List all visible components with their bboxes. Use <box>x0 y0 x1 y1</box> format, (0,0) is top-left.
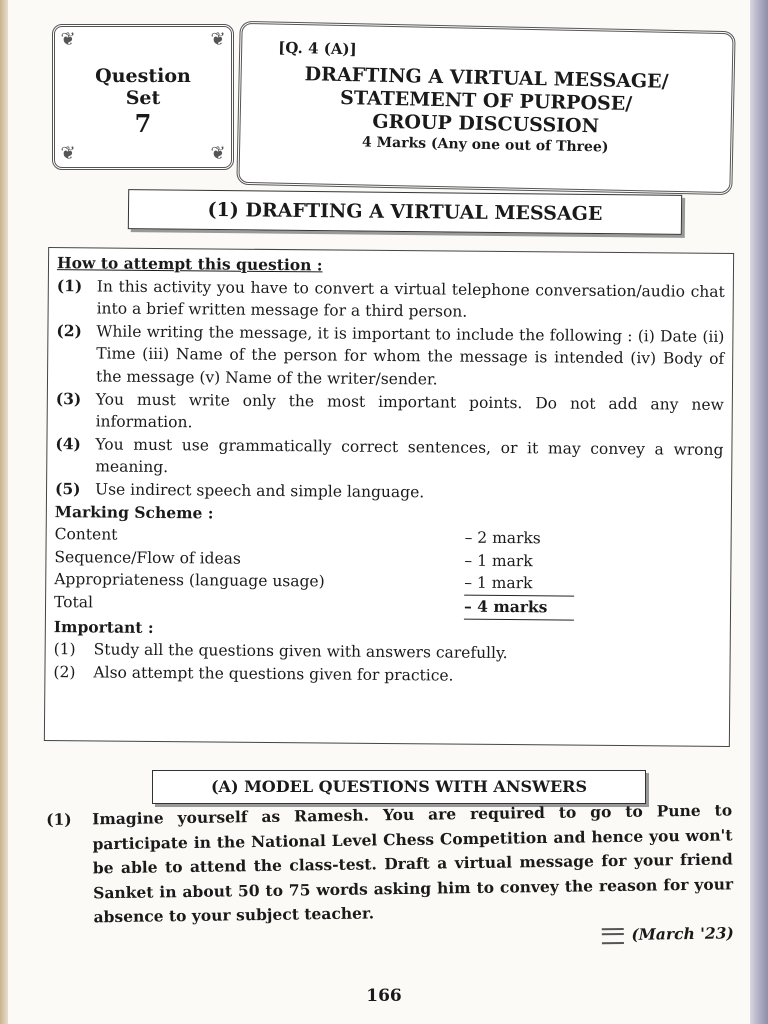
question-code: [Q. 4 (A)] <box>278 38 357 59</box>
chapter-title <box>250 62 721 141</box>
question-text: Imagine yourself as Ramesh. You are required to go to Pune to participate in the National Level Chess Competition and hence you won't be able to attend the class-test. Draft a virtual message for your friend Sanket in about 50 to 75 words asking him to convey the reason for your absence to your subject teacher. <box>92 800 734 927</box>
list-item: (1) Study all the questions given with answers carefully. <box>53 640 508 663</box>
marks-info: 4 Marks (Any one out of Three) <box>361 134 609 156</box>
question-set-label: Question Set <box>95 65 191 109</box>
ornament-icon: ❦ <box>210 143 226 164</box>
question-item <box>46 798 734 955</box>
page-number: 166 <box>366 986 402 1006</box>
important-heading: Important : <box>53 616 154 637</box>
ornament-icon: ❦ <box>60 29 76 50</box>
title-line: GROUP DISCUSSION <box>372 110 600 138</box>
list-item: (2) Also attempt the questions given for practice. <box>53 662 454 685</box>
instructions-box <box>44 247 734 747</box>
instructions-heading: How to attempt this question : <box>56 253 323 275</box>
marking-row: Sequence/Flow of ideas – 1 mark <box>54 547 533 570</box>
question-set-number: 7 <box>134 109 152 138</box>
book-icon <box>601 927 623 943</box>
list-item: (5) Use indirect speech and simple language. <box>54 479 425 502</box>
page-edge <box>750 0 768 1024</box>
ornament-icon: ❦ <box>60 143 76 164</box>
title-line: STATEMENT OF PURPOSE/ <box>339 86 633 116</box>
marking-row: Appropriateness (language usage) – 1 mark <box>54 570 533 593</box>
question-set-box <box>52 24 234 170</box>
title-box <box>236 21 735 195</box>
book-binding <box>0 0 8 1024</box>
marking-heading: Marking Scheme : <box>54 501 214 522</box>
model-questions-heading: (A) MODEL QUESTIONS WITH ANSWERS <box>152 770 646 804</box>
list-item: (3) You must write only the most important points. Do not add any new information. <box>55 388 724 432</box>
title-line: DRAFTING A VIRTUAL MESSAGE/ <box>304 63 669 93</box>
marking-total: Total – 4 marks <box>54 591 722 621</box>
section-title: (1) DRAFTING A VIRTUAL MESSAGE <box>128 189 682 235</box>
marking-row: Content – 2 marks <box>54 525 541 548</box>
ornament-icon: ❦ <box>210 29 226 50</box>
list-item: (1) In this activity you have to convert a virtual telephone conversation/audio chat into a brief written message for a third person. <box>56 275 725 321</box>
question-source: (March '23) <box>631 922 734 944</box>
question-number: (1) <box>46 809 72 829</box>
list-item: (2) While writing the message, it is important to include the following : (i) Date (ii) Time (iii) Name of the person for whom the message is intended (iv) Body of the message (v) Name of the writer/sender. <box>56 320 725 389</box>
list-item: (4) You must use grammatically correct sentences, or it may convey a wrong meaning. <box>55 433 724 477</box>
